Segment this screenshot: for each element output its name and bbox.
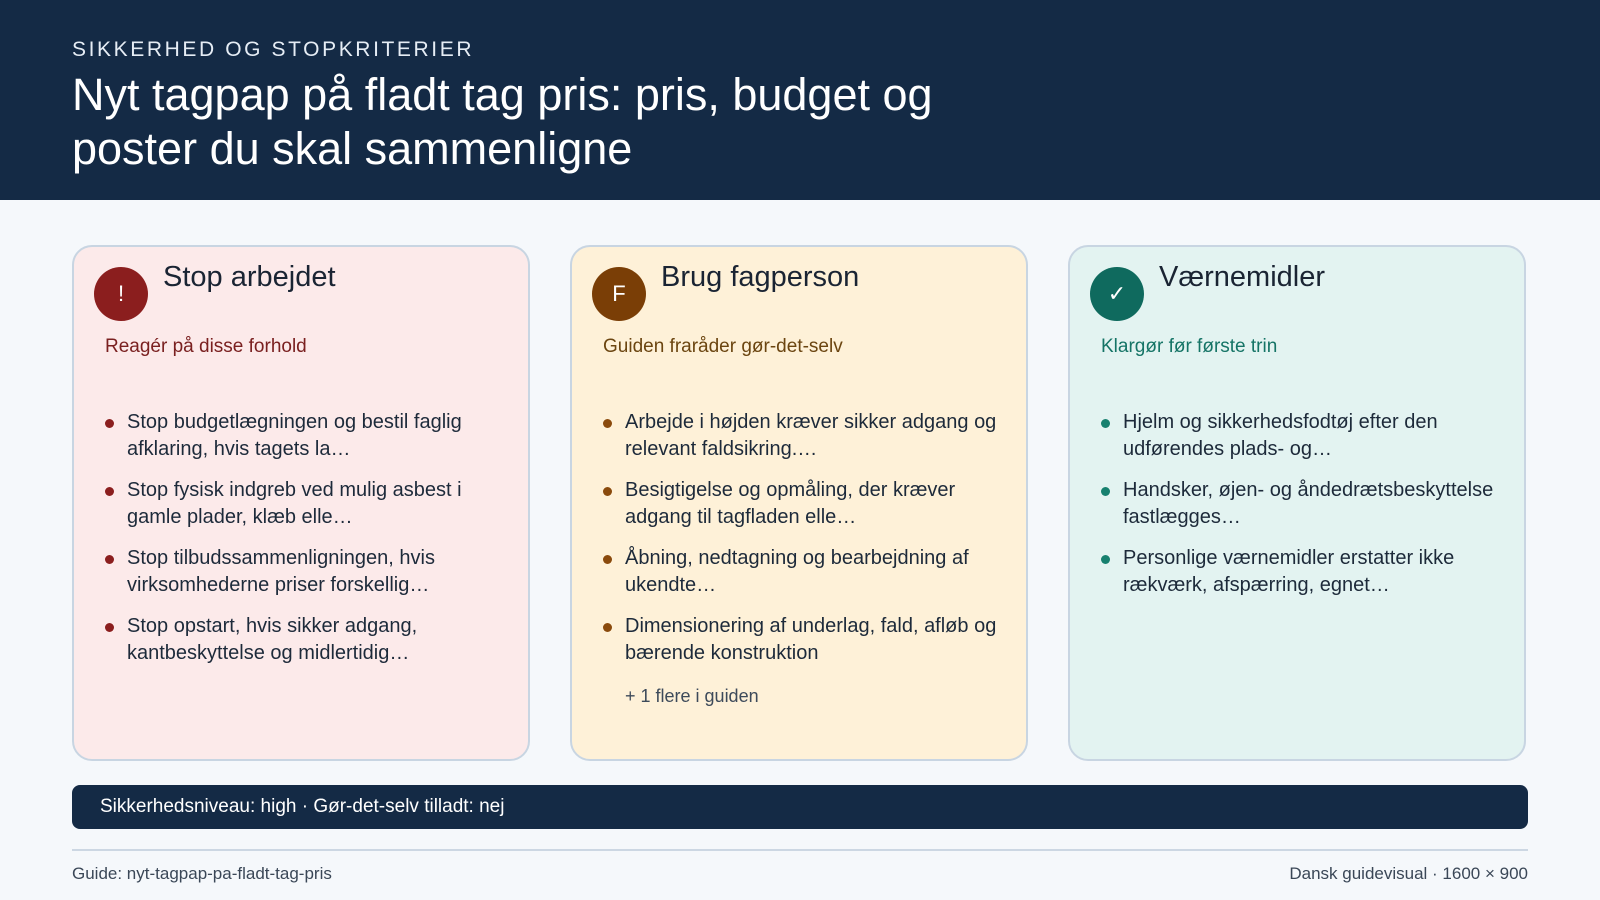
list-item <box>105 409 505 463</box>
safety-status-bar: Sikkerhedsniveau: high · Gør-det-selv tilladt: nej <box>72 785 1528 829</box>
list-item-text: Åbning, nedtagning og bearbejdning af ukendte… <box>625 547 969 596</box>
list-item-text: Stop budgetlægningen og bestil faglig afklaring, hvis tagets la… <box>127 411 462 460</box>
card-title: Stop arbejdet <box>163 261 336 293</box>
card-subtitle: Reagér på disse forhold <box>105 336 307 357</box>
card-protective-equipment <box>1068 245 1526 761</box>
list-item-text: Hjelm og sikkerhedsfodtøj efter den udførendes plads- og… <box>1123 411 1438 460</box>
list-item-text: Handsker, øjen- og åndedrætsbeskyttelse fastlægges… <box>1123 479 1494 528</box>
list-item <box>1101 409 1501 463</box>
footer-guide-slug: Guide: nyt-tagpap-pa-fladt-tag-pris <box>72 864 332 883</box>
card-list <box>1101 409 1501 613</box>
card-title: Brug fagperson <box>661 261 860 293</box>
list-item-text: Dimensionering af underlag, fald, afløb og bærende konstruktion <box>625 615 997 664</box>
bullet-dot-icon <box>105 419 114 428</box>
list-item <box>1101 477 1501 531</box>
list-item <box>603 477 1003 531</box>
bullet-dot-icon <box>603 419 612 428</box>
list-item <box>603 613 1003 667</box>
letter-f-icon: F <box>592 267 646 321</box>
bullet-dot-icon <box>105 487 114 496</box>
card-list <box>105 409 505 681</box>
list-item-text: Personlige værnemidler erstatter ikke rækværk, afspærring, egnet… <box>1123 547 1455 596</box>
bullet-dot-icon <box>105 555 114 564</box>
list-item <box>603 409 1003 463</box>
list-item <box>105 545 505 599</box>
exclamation-icon: ! <box>94 267 148 321</box>
list-item-text: Besigtigelse og opmåling, der kræver adgang til tagfladen elle… <box>625 479 956 528</box>
footer-divider <box>72 849 1528 851</box>
bullet-dot-icon <box>1101 555 1110 564</box>
header-banner <box>0 0 1600 200</box>
list-item <box>105 613 505 667</box>
list-item <box>1101 545 1501 599</box>
card-title: Værnemidler <box>1159 261 1325 293</box>
list-item-text: Stop fysisk indgreb ved mulig asbest i gamle plader, klæb elle… <box>127 479 462 528</box>
bullet-dot-icon <box>1101 419 1110 428</box>
list-item <box>603 545 1003 599</box>
bullet-dot-icon <box>603 555 612 564</box>
checkmark-icon: ✓ <box>1090 267 1144 321</box>
bullet-dot-icon <box>603 487 612 496</box>
page-title: Nyt tagpap på fladt tag pris: pris, budget og poster du skal sammenligne <box>72 69 933 174</box>
more-in-guide-note: + 1 flere i guiden <box>625 686 759 706</box>
list-item <box>105 477 505 531</box>
card-stop-work <box>72 245 530 761</box>
card-subtitle: Klargør før første trin <box>1101 336 1278 357</box>
footer-credit: Dansk guidevisual · 1600 × 900 <box>1289 864 1528 883</box>
card-subtitle: Guiden fraråder gør-det-selv <box>603 336 843 357</box>
bullet-dot-icon <box>105 623 114 632</box>
bullet-dot-icon <box>603 623 612 632</box>
card-use-professional <box>570 245 1028 761</box>
bullet-dot-icon <box>1101 487 1110 496</box>
list-item-text: Stop tilbudssammenligningen, hvis virksomhederne priser forskellig… <box>127 547 435 596</box>
section-eyebrow: SIKKERHED OG STOPKRITERIER <box>72 38 475 61</box>
list-item-text: Arbejde i højden kræver sikker adgang og relevant faldsikring.… <box>625 411 997 460</box>
list-item-text: Stop opstart, hvis sikker adgang, kantbeskyttelse og midlertidig… <box>127 615 418 664</box>
card-list <box>603 409 1003 681</box>
